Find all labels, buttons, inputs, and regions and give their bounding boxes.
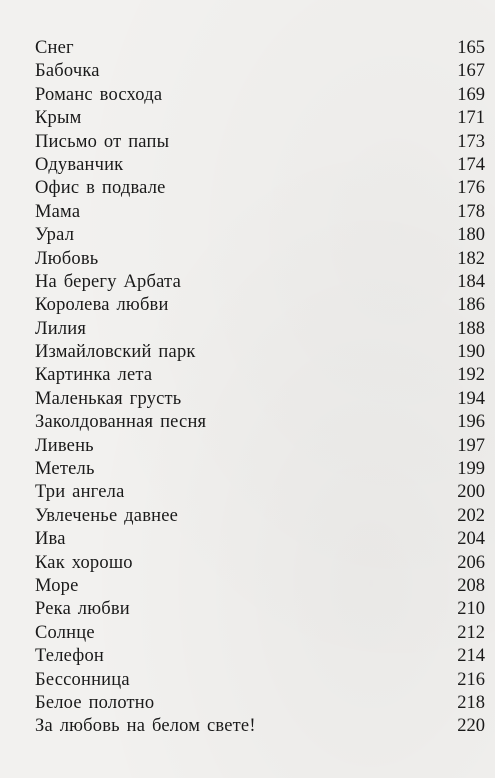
toc-entry-title: Белое полотно xyxy=(35,692,155,713)
toc-entry-title: Королева любви xyxy=(35,295,169,316)
toc-entry xyxy=(35,248,485,271)
toc-entry xyxy=(35,458,485,481)
toc-entry xyxy=(35,201,485,224)
toc-entry-page-number: 169 xyxy=(457,84,485,105)
toc-entry-page-number: 199 xyxy=(457,459,485,480)
toc-entry-title: Река любви xyxy=(35,599,130,620)
table-of-contents xyxy=(35,37,485,739)
toc-entry-title: Заколдованная песня xyxy=(35,412,207,433)
toc-entry-page-number: 180 xyxy=(457,225,485,246)
toc-entry-page-number: 186 xyxy=(457,295,485,316)
toc-entry xyxy=(35,669,485,692)
toc-entry-page-number: 194 xyxy=(457,388,485,409)
toc-entry-title: Измайловский парк xyxy=(35,342,196,363)
toc-entry-title: На берегу Арбата xyxy=(35,271,181,292)
toc-entry xyxy=(35,318,485,341)
toc-entry-page-number: 218 xyxy=(457,692,485,713)
toc-entry-title: За любовь на белом свете! xyxy=(35,716,256,737)
toc-entry-title: Офис в подвале xyxy=(35,178,166,199)
toc-entry xyxy=(35,107,485,130)
toc-entry-title: Картинка лета xyxy=(35,365,153,386)
toc-entry xyxy=(35,364,485,387)
toc-entry-page-number: 206 xyxy=(457,552,485,573)
toc-entry xyxy=(35,294,485,317)
toc-entry-page-number: 167 xyxy=(457,61,485,82)
toc-entry-page-number: 202 xyxy=(457,505,485,526)
toc-entry xyxy=(35,84,485,107)
toc-entry-title: Романс восхода xyxy=(35,84,163,105)
toc-entry-page-number: 212 xyxy=(457,622,485,643)
toc-entry xyxy=(35,505,485,528)
toc-entry-page-number: 178 xyxy=(457,201,485,222)
toc-entry xyxy=(35,177,485,200)
toc-entry-title: Маленькая грусть xyxy=(35,388,182,409)
toc-entry-page-number: 220 xyxy=(457,716,485,737)
toc-entry-page-number: 200 xyxy=(457,482,485,503)
toc-entry-title: Бессонница xyxy=(35,669,130,690)
toc-entry xyxy=(35,341,485,364)
toc-entry-page-number: 182 xyxy=(457,248,485,269)
toc-entry-title: Снег xyxy=(35,38,74,58)
toc-entry xyxy=(35,645,485,668)
toc-entry-title: Крым xyxy=(35,108,82,129)
toc-entry-page-number: 204 xyxy=(457,529,485,550)
toc-entry-page-number: 188 xyxy=(457,318,485,339)
toc-entry xyxy=(35,131,485,154)
toc-entry xyxy=(35,528,485,551)
toc-entry xyxy=(35,598,485,621)
toc-entry-title: Ива xyxy=(35,529,66,550)
toc-entry-title: Бабочка xyxy=(35,61,100,82)
toc-entry-page-number: 214 xyxy=(457,646,485,667)
toc-entry xyxy=(35,411,485,434)
toc-entry-page-number: 192 xyxy=(457,365,485,386)
toc-entry-page-number: 196 xyxy=(457,412,485,433)
toc-entry xyxy=(35,271,485,294)
toc-entry-title: Мама xyxy=(35,201,81,222)
toc-entry-title: Три ангела xyxy=(35,482,125,503)
toc-entry xyxy=(35,154,485,177)
toc-entry-page-number: 173 xyxy=(457,131,485,152)
toc-entry-page-number: 216 xyxy=(457,669,485,690)
toc-entry-title: Солнце xyxy=(35,622,95,643)
toc-entry-page-number: 176 xyxy=(457,178,485,199)
toc-entry-page-number: 197 xyxy=(457,435,485,456)
toc-entry xyxy=(35,37,485,60)
toc-entry-title: Одуванчик xyxy=(35,154,124,175)
toc-entry-page-number: 184 xyxy=(457,271,485,292)
toc-entry xyxy=(35,692,485,715)
toc-entry-title: Море xyxy=(35,575,79,596)
toc-entry xyxy=(35,60,485,83)
toc-entry-title: Ливень xyxy=(35,435,94,456)
toc-entry-page-number: 208 xyxy=(457,575,485,596)
toc-entry-page-number: 165 xyxy=(457,38,485,58)
toc-entry-page-number: 210 xyxy=(457,599,485,620)
toc-entry xyxy=(35,715,485,738)
toc-entry-title: Метель xyxy=(35,459,95,480)
toc-entry-title: Увлеченье давнее xyxy=(35,505,179,526)
toc-entry-title: Урал xyxy=(35,225,75,246)
toc-entry-title: Письмо от папы xyxy=(35,131,170,152)
toc-entry xyxy=(35,481,485,504)
toc-entry xyxy=(35,435,485,458)
toc-entry-page-number: 174 xyxy=(457,154,485,175)
toc-entry xyxy=(35,575,485,598)
toc-entry xyxy=(35,552,485,575)
toc-entry xyxy=(35,224,485,247)
toc-entry-page-number: 171 xyxy=(457,108,485,129)
toc-entry-title: Телефон xyxy=(35,646,105,667)
toc-entry-title: Лилия xyxy=(35,318,87,339)
toc-entry-title: Любовь xyxy=(35,248,99,269)
toc-entry-page-number: 190 xyxy=(457,342,485,363)
toc-entry-title: Как хорошо xyxy=(35,552,133,573)
toc-entry xyxy=(35,388,485,411)
toc-entry xyxy=(35,622,485,645)
